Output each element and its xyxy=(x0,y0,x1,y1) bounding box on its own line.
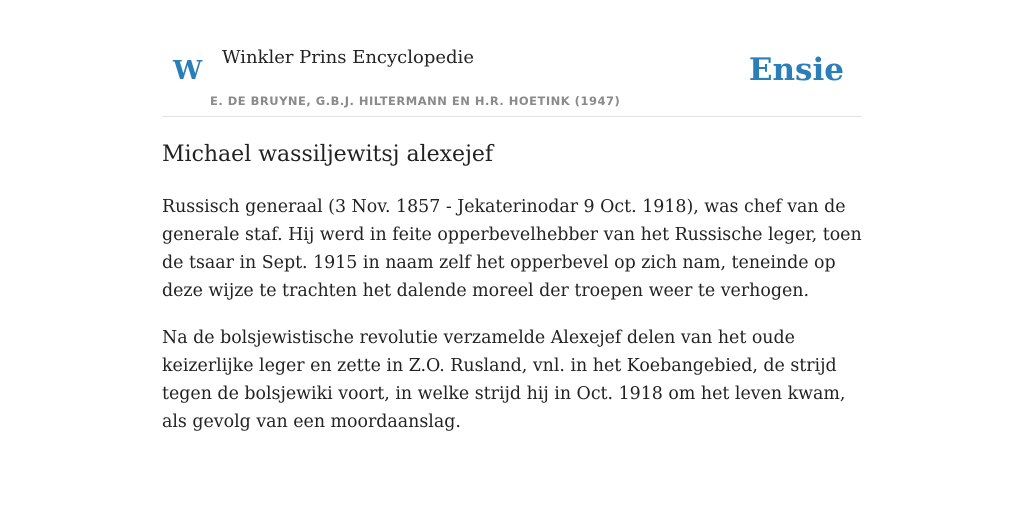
ensie-logo-link[interactable]: Ensie xyxy=(748,52,844,88)
winkler-prins-logo[interactable]: W xyxy=(173,56,203,86)
article-body xyxy=(162,193,862,455)
article-paragraph: Russisch generaal (3 Nov. 1857 - Jekaterinodar 9 Oct. 1918), was chef van de generale staf. Hij werd in feite opperbevelhebber van het Russische leger, toen de tsaar in Sept. 1915 in naam zelf het opperbevel op zich nam, teneinde op deze wijze te trachten het dalende moreel der troepen weer te verhogen. xyxy=(162,197,862,301)
source-header xyxy=(162,40,862,117)
article-paragraph: Na de bolsjewistische revolutie verzamelde Alexejef delen van het oude keizerlijke leger en zette in Z.O. Rusland, vnl. in het Koebangebied, de strijd tegen de bolsjewiki voort, in welke strijd hij in Oct. 1918 om het leven kwam, als gevolg van een moordaanslag. xyxy=(162,328,846,432)
article-title: Michael wassiljewitsj alexejef xyxy=(162,142,494,167)
source-title[interactable]: Winkler Prins Encyclopedie xyxy=(222,47,474,68)
source-authors: E. DE BRUYNE, G.B.J. HILTERMANN EN H.R. HOETINK (1947) xyxy=(210,94,621,108)
